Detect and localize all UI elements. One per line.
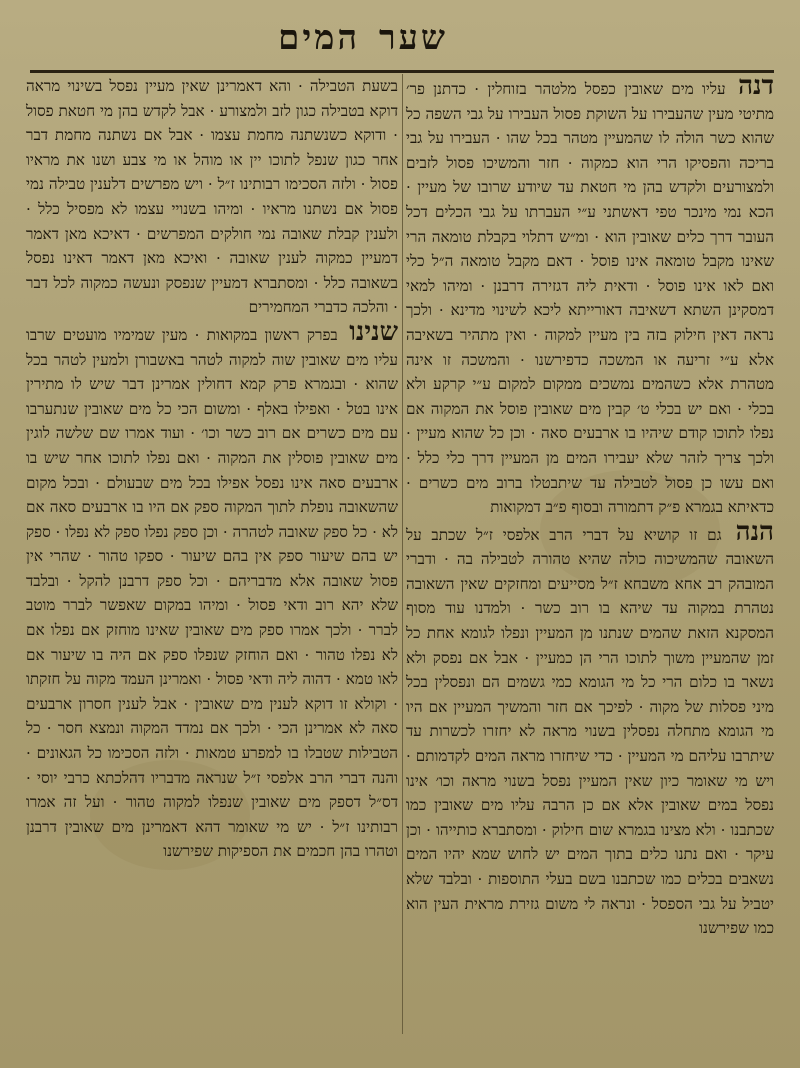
right-column <box>406 74 774 1054</box>
page-header <box>0 12 800 72</box>
lead-word: דנה <box>725 74 774 101</box>
title-word-left: המים <box>278 18 360 58</box>
paragraph <box>26 74 398 320</box>
paragraph-text: גם זו קושיא על דברי הרב אלפסי ז״ל שכתב על השאובה שהמשיכוה כולה שהיא טהורה לטבילה בה · ודברי המובהק רב אחא משבחא ז״ל מסייעים ומחזקים שאין השאובה נטהרת במקוה עד שיהא בו רוב כשר · ולמדנו עוד מסוף המסקנא הזאת שהמים שנתנו מן המעיין ונפלו לגומא אחת כל זמן שהמעיין משוך לתוכו הרי הן כמעיין · אבל אם נפסק ולא נשאר בו כלום הרי כל מי הגומא כמי גשמים הם ונפסלין בכל מיני פסלות של מקוה · לפיכך אם חזר והמשיך המעיין אם היו מי הגומא מתחלה נפסלין בשנוי מראה לא יחזרו לכשרות עד שיתרבו עליהם מי המעיין · כדי שיחזרו מראה המים לקדמותם · ויש מי שאומר כיון שאין המעיין נפסל בשנוי מראה וכו׳ אינו נפסל במים שאובין אלא אם כן הרבה עליו מים שאובין כמו שכתבנו · ולא מצינו בגמרא שום חילוק · ומסתברא כותייהו · וכן עיקר · ואם נתנו כלים בתוך המים יש לחוש שמא יהיו המים נשאבים בכלים כמו שכתבנו בשם בעלי התוספות · ובלבד שלא יטביל על גבי הספסל · ונראה לי משום גזירת מראית העין הוא כמו שפירשנו <box>406 525 774 938</box>
lead-word: שנינו <box>337 316 398 347</box>
paragraph-text: בפרק ראשון במקואות · מעין שמימיו מועטים שרבו עליו מים שאובין שוה למקוה לטהר באשבורן ולמעין לטהר בכל שהוא · ובגמרא פרק קמא דחולין אמרינן דבר שיש לו מתירין אינו בטל · ואפילו באלף · ומשום הכי כל מים שאובין שנתערבו עם מים כשרים אם רוב כשר וכו׳ · ועוד אמרו שם שלשה לוגין מים שאובין פוסלין את המקוה · ואם נפלו לתוכו אחר שיש בו ארבעים סאה אינו נפסל אפילו בכל מים שבעולם · ובכל מקום שהשאובה נופלת לתוך המקוה ספק אם היו בו ארבעים סאה אם לא · כל ספק שאובה לטהרה · וכן ספק נפלו ספק לא נפלו · ספק יש בהם שיעור ספק אין בהם שיעור · ספקו טהור · שהרי אין פסול שאובה אלא מדבריהם · וכל ספק דרבנן להקל · ובלבד שלא יהא רוב ודאי פסול · ומיהו במקום שאפשר לברר מוטב לברר · ולכך אמרו ספק מים שאובין שאינו מוחזק אם נפלו אם לא נפלו טהור · ואם הוחזק שנפלו ספק אם היה בו שיעור אם לאו טמא · דהוה ליה ודאי פסול · ואמרינן העמד מקוה על חזקתו · וקולא זו דוקא לענין מים שאובין · אבל לענין חסרון ארבעים סאה לא אמרינן הכי · ולכך אם נמדד המקוה ונמצא חסר · כל הטבילות שטבלו בו למפרע טמאות · ולזה הסכימו כל הגאונים · והנה דברי הרב אלפסי ז״ל שנראה מדבריו דהלכתא כרבי יוסי · דס״ל דספק מים שאובין שנפלו למקוה טהור · ועל זה אמרו רבותינו ז״ל · יש מי שאומר דהא דאמרינן מים שאובין דרבנן וטהרו בהן חכמים את הספיקות שפירשנו <box>26 325 398 861</box>
paragraph <box>406 74 774 520</box>
paragraph <box>406 516 774 941</box>
paragraph <box>26 316 398 864</box>
left-column <box>26 74 398 1054</box>
title-word-right: שער <box>378 18 448 58</box>
lead-word: הנה <box>721 516 774 547</box>
header-rule <box>30 70 774 73</box>
paragraph-text: בשעת הטבילה · והא דאמרינן שאין מעיין נפסל בשינוי מראה דוקא בטבילה כגון לזב ולמצורע · אבל לקדש בהן מי חטאת פסול · ודוקא כשנשתנה מחמת עצמו · אבל אם נשתנה מחמת דבר אחר כגון שנפל לתוכו יין או מוהל או מי צבע ושנו את מראיו פסול · ולזה הסכימו רבותינו ז״ל · ויש מפרשים דלענין טבילה נמי פסול אם נשתנו מראיו · ומיהו בשנויי עצמו לא מפסיל כלל · ולענין קבלת שאובה נמי חולקים המפרשים · דאיכא מאן דאמר דמעיין כמקוה לענין שאובה · ואיכא מאן דאמר דאינו נפסל בשאובה כלל · ומסתברא דמעיין שנפסק ונעשה כמקוה לכל דבר · והלכה כדברי המחמירים <box>26 77 398 317</box>
text-columns <box>0 74 800 1054</box>
paragraph-text: עליו מים שאובין כפסל מלטהר בזוחלין · כדתנן פר׳ מתיטי מעין שהעבירו על השוקת פסול העבירו על גבי השפה כל שהוא כשר הולה לו שהמעיין מטהר בכל שהו · העבירו על גבי בריכה והפסיקו הרי הוא כמקוה · חזר והמשיכו פסול לזבים ולמצורעים ולקדש בהן מי חטאת עד שיודע שרובו של מעיין · הכא נמי מינכר טפי דאשתני ע״י העברתו על גבי הכלים דכל העובר דרך כלים שאובין הוא · ומ״ש דתלוי בקבלת טומאה הרי שאינו מקבל טומאה אינו פוסל · דאם מקבל טומאה ה״ל כלי ואם לאו אינו פוסל · ודאית ליה דגזירה דרבנן · ומיהו למאי דמסקינן השתא דשאיבה דאורייתא ליכא לשינוי מדינא · ולכך נראה דאין חילוק בזה בין מעיין למקוה · ואין מתהיר בשאיבה אלא ע״י זריעה או המשכה כדפירשנו · והמשכה זו אינה מטהרת אלא כשהמים נמשכים ממקום למקום ע״י קרקע ולא בכלי · ואם יש בכלי ט׳ קבין מים שאובין פוסל את המקוה אם נפלו לתוכו קודם שיהיו בו ארבעים סאה · וכן כל שהוא מעיין · ולכך צריך לזהר שלא יעבירו המים מן המעיין דרך כלי כלל · ואם עשו כן פסול לטבילה עד שיתבטלו ברוב מים כשרים · כדאיתא בגמרא פ״ק דתמורה ובסוף פ״ב דמקואות <box>406 80 774 517</box>
